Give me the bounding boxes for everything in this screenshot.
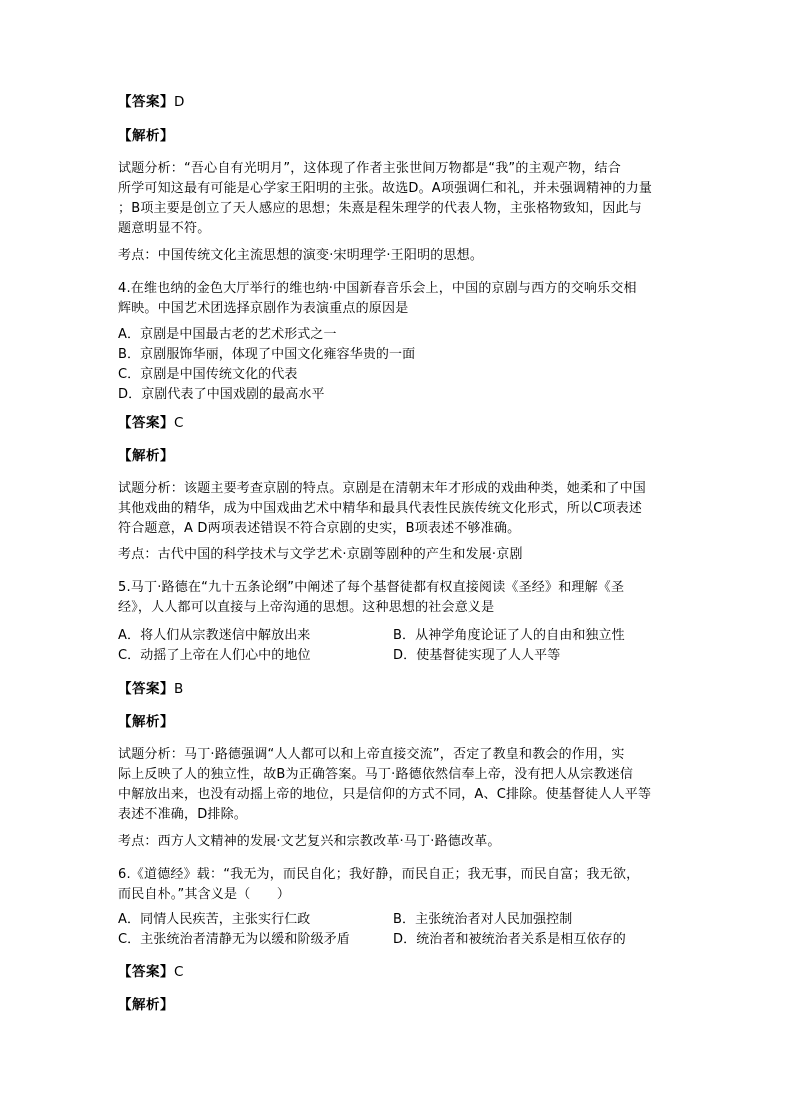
q6-stem-line: 6.《道德经》载：“我无为，而民自化；我好静，而民自正；我无事，而民自富；我无欲， xyxy=(118,867,640,882)
q3-analysis xyxy=(118,159,678,239)
q4-analysis-line: 试题分析：该题主要考查京剧的特点。京剧是在清朝末年才形成的戏曲种类，她柔和了中国 xyxy=(118,481,647,496)
q4-answer-label: 【答案】 xyxy=(118,415,174,431)
q5-options xyxy=(118,626,678,666)
q5-answer-label: 【答案】 xyxy=(118,681,174,697)
q4-analysis xyxy=(118,479,678,539)
q4-stem-line: 辉映。中国艺术团选择京剧作为表演重点的原因是 xyxy=(118,301,409,316)
q6-analysis-label: 【解析】 xyxy=(118,997,174,1013)
q5-analysis-line: 中解放出来，也没有动摇上帝的地位，只是信仰的方式不同，A、C排除。使基督徒人人平等 xyxy=(118,787,652,802)
q5-analysis xyxy=(118,745,678,825)
q3-answer-value: D xyxy=(174,94,185,110)
q6-answer xyxy=(118,962,678,982)
q3-analysis-line: 所学可知这最有可能是心学家王阳明的主张。故选D。A项强调仁和礼，并未强调精神的力量 xyxy=(118,181,653,196)
q5-stem-line: 5.马丁·路德在“九十五条论纲”中阐述了每个基督徒都有权直接阅读《圣经》和理解《圣 xyxy=(118,580,625,595)
q5-analysis-line: 表述不准确，D排除。 xyxy=(118,807,248,822)
q6-option-a: A．同情人民疾苦，主张实行仁政 xyxy=(118,912,311,927)
q4-stem-line: 4.在维也纳的金色大厅举行的维也纳·中国新春音乐会上，中国的京剧与西方的交响乐交相 xyxy=(118,281,637,296)
q6-options xyxy=(118,910,678,950)
q4-analysis-line: 符合题意，A D两项表述错误不符合京剧的史实，B项表述不够准确。 xyxy=(118,521,521,536)
q4-option-b: B．京剧服饰华丽，体现了中国文化雍容华贵的一面 xyxy=(118,347,416,362)
q5-kaodian: 考点：西方人文精神的发展·文艺复兴和宗教改革·马丁·路德改革。 xyxy=(118,834,501,849)
q3-analysis-line: 题意明显不符。 xyxy=(118,221,211,236)
q4-option-d: D．京剧代表了中国戏剧的最高水平 xyxy=(118,387,325,402)
q3-analysis-line: 试题分析：“吾心自有光明月”，这体现了作者主张世间万物都是“我”的主观产物，结合 xyxy=(118,161,621,176)
q4-analysis-line: 其他戏曲的精华，成为中国戏曲艺术中精华和最具代表性民族传统文化形式，所以C项表述 xyxy=(118,501,643,516)
q5-option-b: B．从神学角度论证了人的自由和独立性 xyxy=(393,628,625,643)
q4-analysis-label: 【解析】 xyxy=(118,448,174,464)
q5-analysis-line: 际上反映了人的独立性，故B为正确答案。马丁·路德依然信奉上帝，没有把人从宗教迷信 xyxy=(118,767,634,782)
q3-analysis-line: ；B项主要是创立了天人感应的思想；朱熹是程朱理学的代表人物，主张格物致知，因此与 xyxy=(118,201,642,216)
q4-answer-value: C xyxy=(174,415,184,431)
q3-answer-label: 【答案】 xyxy=(118,94,174,110)
q6-option-c: C．主张统治者清静无为以缓和阶级矛盾 xyxy=(118,932,350,947)
q5-stem xyxy=(118,578,678,618)
q5-analysis-label: 【解析】 xyxy=(118,714,174,730)
q6-answer-label: 【答案】 xyxy=(118,964,174,980)
q5-option-c: C．动摇了上帝在人们心中的地位 xyxy=(118,648,311,663)
q4-option-c: C．京剧是中国传统文化的代表 xyxy=(118,367,298,382)
q5-analysis-line: 试题分析：马丁·路德强调“人人都可以和上帝直接交流”，否定了教皇和教会的作用，实 xyxy=(118,747,625,762)
q4-answer xyxy=(118,413,678,433)
q5-stem-line: 经》，人人都可以直接与上帝沟通的思想。这种思想的社会意义是 xyxy=(118,600,495,615)
q4-stem xyxy=(118,279,678,319)
q5-option-d: D．使基督徒实现了人人平等 xyxy=(393,648,561,663)
q6-stem-line: 而民自朴。”其含义是（ ） xyxy=(118,887,291,902)
q4-options xyxy=(118,325,678,405)
q6-answer-value: C xyxy=(174,964,184,980)
q3-answer xyxy=(118,92,678,112)
q5-option-a: A．将人们从宗教迷信中解放出来 xyxy=(118,628,311,643)
q3-analysis-label: 【解析】 xyxy=(118,128,174,144)
q5-answer-value: B xyxy=(174,681,184,697)
q3-kaodian: 考点：中国传统文化主流思想的演变·宋明理学·王阳明的思想。 xyxy=(118,248,484,263)
q6-option-d: D．统治者和被统治者关系是相互依存的 xyxy=(393,932,626,947)
q5-answer xyxy=(118,679,678,699)
q4-kaodian: 考点：古代中国的科学技术与文学艺术·京剧等剧种的产生和发展·京剧 xyxy=(118,547,523,562)
q6-stem xyxy=(118,865,678,905)
q6-option-b: B．主张统治者对人民加强控制 xyxy=(393,912,573,927)
q4-option-a: A．京剧是中国最古老的艺术形式之一 xyxy=(118,327,337,342)
